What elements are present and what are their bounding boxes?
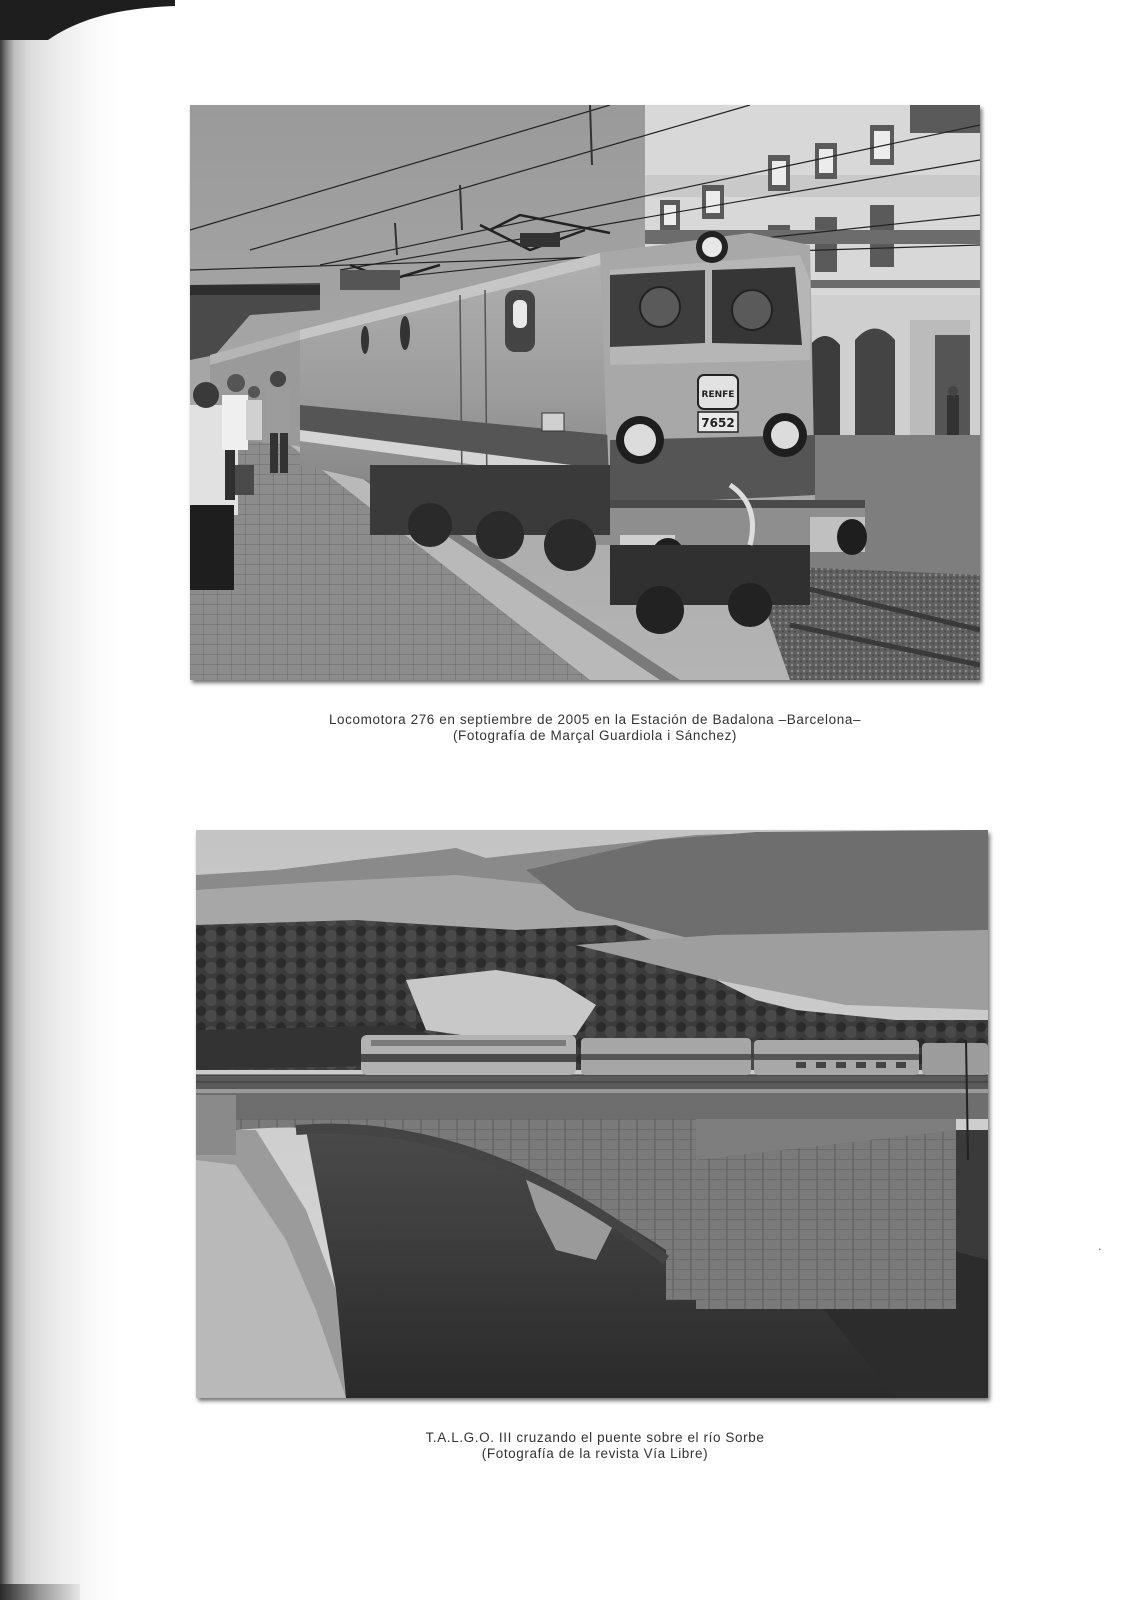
- caption-credit: (Fotografía de la revista Vía Libre): [481, 1446, 709, 1461]
- talgo-bridge-photo: [196, 830, 988, 1398]
- page-corner-shadow-bottom: [0, 1584, 80, 1600]
- locomotive-number-plate: 7652: [701, 416, 735, 430]
- caption-line: Locomotora 276 en septiembre de 2005 en la Estación de Badalona –Barcelona–: [328, 712, 862, 727]
- figure-caption-1: [195, 712, 995, 744]
- caption-line: T.A.L.G.O. III cruzando el puente sobre el río Sorbe: [425, 1430, 765, 1445]
- book-gutter-shadow: [0, 0, 120, 1600]
- scan-speck: .: [1098, 1240, 1102, 1253]
- renfe-emblem: RENFE: [701, 390, 735, 400]
- locomotive-photo: [190, 105, 980, 680]
- caption-credit: (Fotografía de Marçal Guardiola i Sánchez): [452, 728, 738, 743]
- page-corner-shadow: [0, 0, 180, 40]
- figure-caption-2: [195, 1430, 995, 1462]
